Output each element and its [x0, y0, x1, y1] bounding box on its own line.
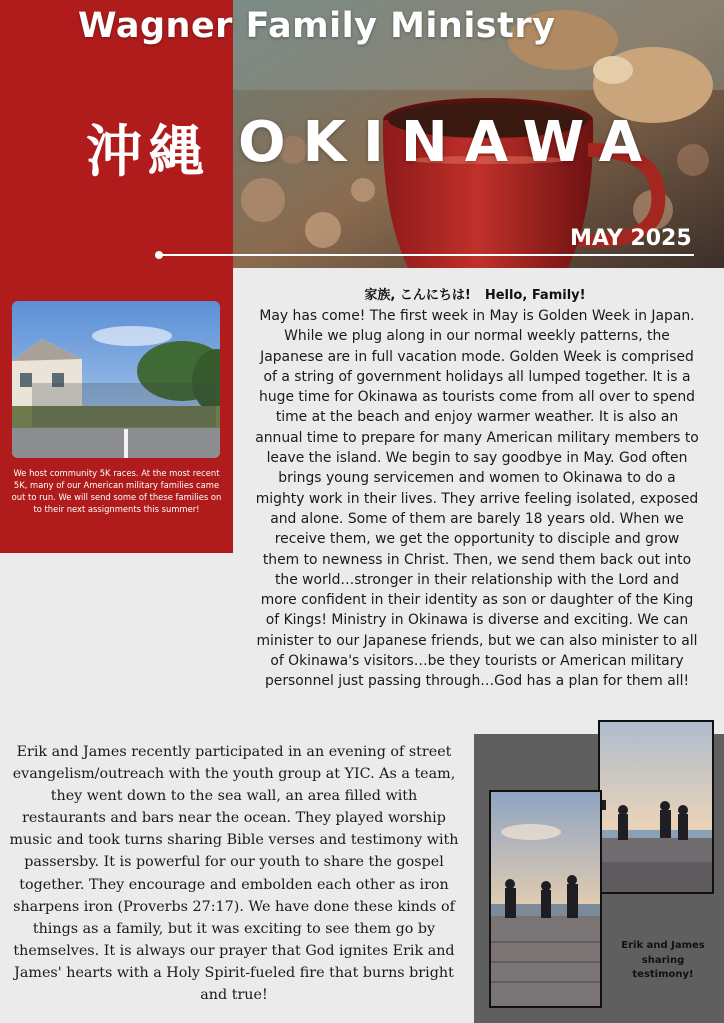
sea-wall-testimony-photo — [489, 790, 602, 1008]
okinawa-kanji: 沖縄 — [86, 120, 210, 185]
worship-band-photo — [598, 720, 714, 894]
newsletter-title: Wagner Family Ministry — [78, 6, 556, 46]
greeting-japanese: 家族, こんにちは! — [364, 288, 471, 303]
header-divider-dot — [155, 251, 163, 259]
band-photo-illustration — [600, 722, 712, 892]
greeting-english: Hello, Family! — [484, 288, 586, 303]
header-divider — [158, 254, 694, 256]
group-photo-illustration — [12, 301, 220, 458]
testimony-photo-caption: Erik and James sharing testimony! — [621, 940, 705, 980]
okinawa-heading: OKINAWA — [238, 110, 660, 175]
street-evangelism-story: Erik and James recently participated in an evening of street evangelism/outreach with the youth group at YIC. As a team, they went down to the sea wall, an area filled with restaurants and bars near the ocean. They played worship music and took turns sharing Bible verses and testimony with passersby. It is powerful for our youth to share the gospel together. They encourage and embolden each other as iron sharpens iron (Proverbs 27:17). We have done these kinds of things as a family, but it was exciting to see them go by themselves. It is always our prayer that God ignites Erik and James' hearts with a Holy Spirit-fueled fire that burns bright and true! — [9, 744, 459, 1004]
group-race-photo — [12, 301, 220, 458]
golden-week-article: May has come! The first week in May is Golden Week in Japan. While we plug along in our normal weekly patterns, the Japanese are in full vacation mode. Golden Week is comprised of a string of government holidays all lumped together. It is a huge time for Okinawa as tourists come from all over to spend time at the beach and enjoy warmer weather. It is also an annual time to prepare for many American military members to leave the island. We begin to say goodbye in May. God often brings young servicemen and women to Okinawa to do a mighty work in their lives. They arrive feeling isolated, exposed and alone. Some of them are barely 18 years old. When we receive them, we get the opportunity to disciple and grow them to newness in Christ. Then, we send them back out into the world…stronger in their relationship with the Lord and more confident in their identity as son or daughter of the King of Kings! Ministry in Okinawa is diverse and exciting. We can minister to our Japanese friends, but we can also minister to all of Okinawa's visitors…be they tourists or American military personnel just passing through…God has a plan for them all! — [255, 308, 699, 690]
greeting — [258, 284, 692, 303]
testimony-photo-illustration — [491, 792, 600, 1006]
race-photo-caption: We host community 5K races. At the most recent 5K, many of our American military families came out to run. We will send some of these families on to their next assignments this summer! — [11, 468, 222, 514]
issue-date: MAY 2025 — [570, 226, 692, 251]
